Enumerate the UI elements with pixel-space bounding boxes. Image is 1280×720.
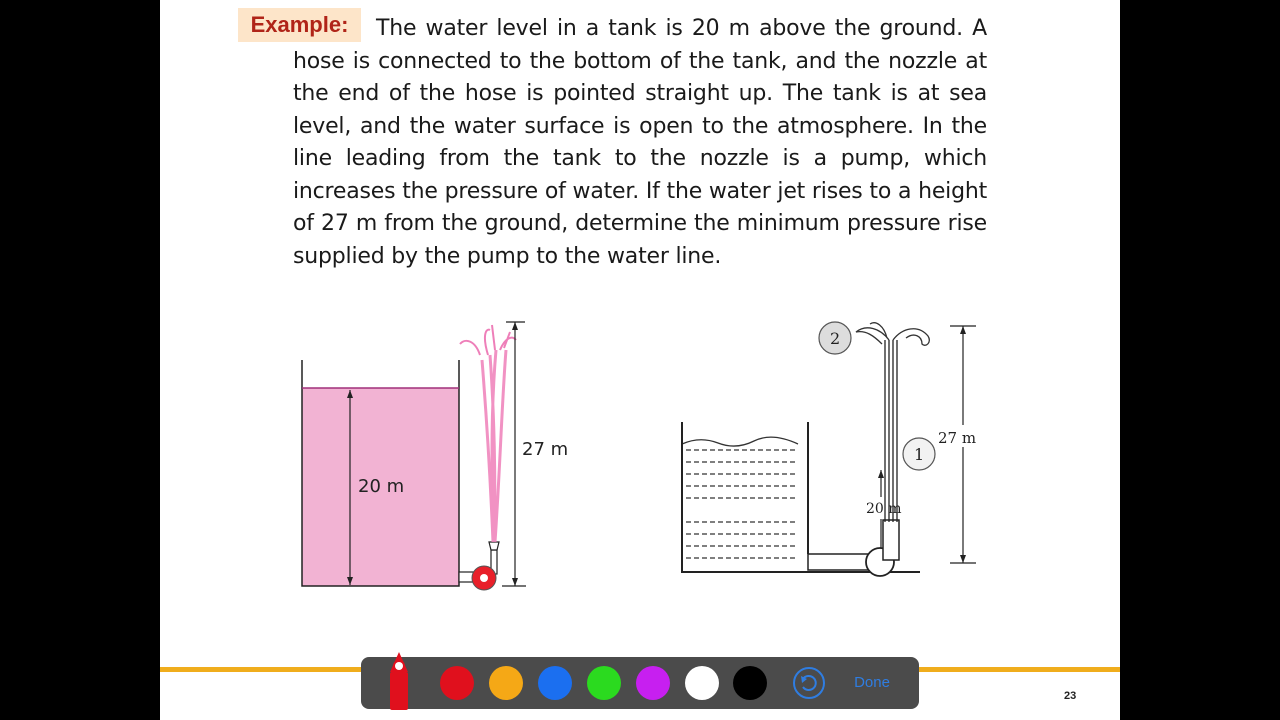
example-label: Example: [238, 8, 361, 42]
page-number: 23 [1064, 690, 1077, 702]
figure-schematic [670, 310, 1000, 595]
water-jet [482, 350, 506, 542]
problem-statement: The water level in a tank is 20 m above the ground. A hose is connected to the bottom of the tank, and the nozzle at the end of the hose is pointed straight up. The tank is at sea level, and the water surface is open to the atmosphere. In the line leading from the tank to the nozzle is a pump, which increases the pressure of water. If the water jet rises to a height of 27 m from the ground, determine the minimum pressure rise supplied by the pump to the water line. [293, 16, 987, 269]
jet-spray [460, 325, 516, 355]
color-swatch-blue[interactable] [538, 666, 572, 700]
jet-height-label: 27 m [522, 439, 569, 460]
riser-pipe-base [883, 520, 899, 560]
water-hatching [686, 450, 798, 558]
point-1-label: 1 [914, 445, 925, 464]
pen-tool-icon[interactable] [383, 652, 415, 710]
nozzle-tip [489, 542, 499, 550]
arrowhead-icon [512, 578, 518, 586]
color-swatch-white[interactable] [685, 666, 719, 700]
outlet-pipe [808, 554, 868, 570]
figure-tank-pump-jet [290, 310, 590, 595]
undo-icon[interactable] [792, 666, 826, 700]
color-swatch-purple[interactable] [636, 666, 670, 700]
water-surface [682, 437, 798, 446]
point-2-label: 2 [830, 329, 841, 348]
done-button[interactable]: Done [854, 674, 890, 691]
color-swatch-red[interactable] [440, 666, 474, 700]
arrowhead-icon [512, 322, 518, 330]
pump-hub [480, 574, 488, 582]
arrowhead-icon [960, 326, 966, 334]
arrowhead-icon [960, 555, 966, 563]
color-swatch-orange[interactable] [489, 666, 523, 700]
slide [160, 0, 1120, 720]
color-swatch-green[interactable] [587, 666, 621, 700]
color-swatch-black[interactable] [733, 666, 767, 700]
jet-height-label: 27 m [938, 429, 977, 447]
tank-height-label: 20 m [866, 501, 902, 517]
tank-height-label: 20 m [358, 476, 405, 497]
arrowhead-icon [878, 470, 884, 478]
